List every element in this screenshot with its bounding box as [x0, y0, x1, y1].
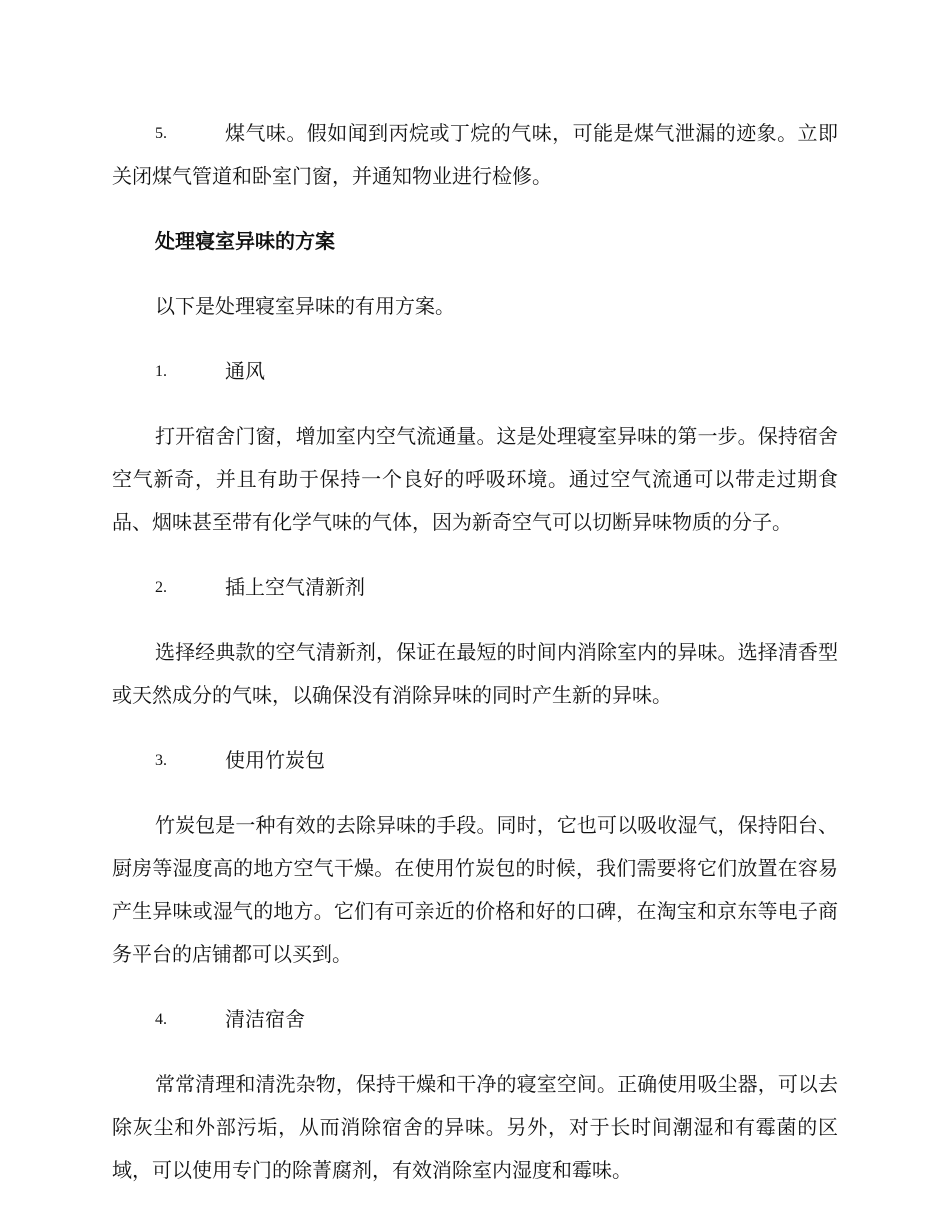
list-item-text: 煤气味。假如闻到丙烷或丁烷的气味，可能是煤气泄漏的迹象。立即关闭煤气管道和卧室门窗，并通知物业进行检修。: [112, 121, 838, 188]
section-lead: 以下是处理寝室异味的有用方案。: [155, 294, 455, 318]
item-title: 通风: [225, 359, 265, 383]
list-number: 2.: [155, 579, 167, 596]
list-item-title: [112, 998, 838, 1041]
list-number: 1.: [155, 363, 167, 380]
item-title: 清洁宿舍: [225, 1007, 305, 1031]
paragraph: 选择经典款的空气清新剂，保证在最短的时间内消除室内的异味。选择清香型或天然成分的气味，以确保没有消除异味的同时产生新的异味。: [112, 640, 838, 707]
paragraph: 竹炭包是一种有效的去除异味的手段。同时，它也可以吸收湿气，保持阳台、厨房等湿度高的地方空气干燥。在使用竹炭包的时候，我们需要将它们放置在容易产生异味或湿气的地方。它们有可亲近的价格和好的口碑，在淘宝和京东等电子商务平台的店铺都可以买到。: [112, 813, 838, 966]
section-heading: 处理寝室异味的方案: [155, 229, 335, 253]
list-number: 4.: [155, 1011, 167, 1028]
item-title: 插上空气清新剂: [225, 575, 365, 599]
list-item-intro: [112, 112, 838, 198]
list-item-title: [112, 350, 838, 393]
paragraph: 常常清理和清洗杂物，保持干燥和干净的寝室空间。正确使用吸尘器，可以去除灰尘和外部污垢，从而消除宿舍的异味。另外，对于长时间潮湿和有霉菌的区域，可以使用专门的除菁腐剂，有效消除室内湿度和霉味。: [112, 1072, 838, 1182]
list-number: 5.: [155, 125, 167, 142]
list-item-title: [112, 739, 838, 782]
paragraph: 打开宿舍门窗，增加室内空气流通量。这是处理寝室异味的第一步。保持宿舍空气新奇，并且有助于保持一个良好的呼吸环境。通过空气流通可以带走过期食品、烟味甚至带有化学气味的气体，因为新奇空气可以切断异味物质的分子。: [112, 424, 838, 534]
item-title: 使用竹炭包: [225, 748, 325, 772]
list-item-title: [112, 566, 838, 609]
list-number: 3.: [155, 752, 167, 769]
